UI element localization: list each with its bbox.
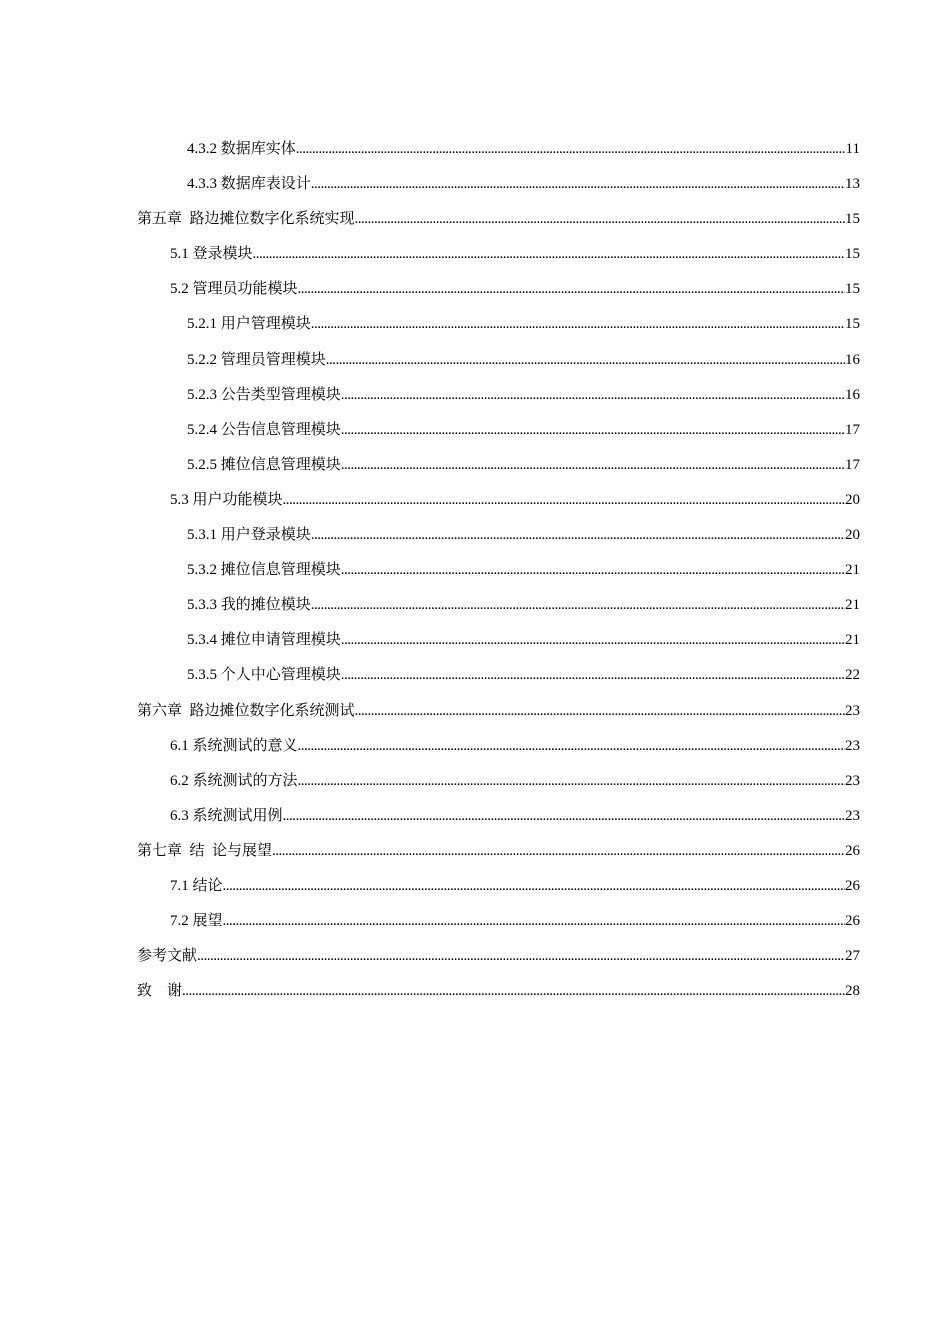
toc-leader-dots	[298, 764, 845, 799]
toc-entry-page: 27	[845, 948, 860, 965]
toc-leader-dots	[197, 939, 845, 974]
toc-entry-page: 26	[845, 842, 860, 859]
toc-entry-page: 23	[845, 737, 860, 754]
toc-entry-title: 5.3 用户功能模块	[170, 491, 283, 508]
toc-chapter-entry[interactable]	[137, 974, 860, 1009]
toc-entry-title: 致 谢	[137, 983, 183, 1000]
toc-entry-title: 4.3.2 数据库实体	[187, 141, 296, 157]
toc-entry-title: 第六章 路边摊位数字化系统测试	[137, 702, 355, 719]
toc-chapter-entry[interactable]	[137, 694, 860, 729]
toc-leader-dots	[311, 167, 845, 202]
toc-entry-page: 20	[845, 491, 860, 508]
toc-entry-title: 5.3.4 摊位申请管理模块	[187, 632, 341, 649]
toc-entry-page: 23	[845, 702, 860, 719]
toc-leader-dots	[311, 518, 845, 553]
toc-entry[interactable]	[137, 132, 860, 167]
toc-entry-title: 5.2.5 摊位信息管理模块	[187, 456, 341, 473]
toc-entry-title: 参考文献	[137, 948, 198, 965]
toc-leader-dots	[223, 869, 845, 904]
toc-entry[interactable]	[137, 588, 860, 623]
toc-entry-title: 5.2.1 用户管理模块	[187, 316, 311, 333]
toc-entry-title: 7.1 结论	[170, 877, 223, 894]
toc-entry-title: 5.2.2 管理员管理模块	[187, 351, 326, 368]
toc-leader-dots	[355, 694, 845, 729]
toc-leader-dots	[341, 378, 845, 413]
toc-entry[interactable]	[137, 658, 860, 693]
toc-entry-title: 5.2.4 公告信息管理模块	[187, 421, 341, 438]
toc-entry[interactable]	[137, 518, 860, 553]
toc-entry-page: 16	[845, 351, 860, 368]
toc-entry-title: 5.3.2 摊位信息管理模块	[187, 562, 341, 579]
toc-entry-title: 第五章 路边摊位数字化系统实现	[137, 211, 355, 228]
toc-entry-page: 26	[845, 877, 860, 894]
toc-entry-page: 17	[845, 456, 860, 473]
toc-leader-dots	[341, 413, 845, 448]
toc-entry-title: 5.2 管理员功能模块	[170, 281, 298, 298]
toc-entry-title: 5.3.3 我的摊位模块	[187, 597, 311, 614]
toc-leader-dots	[311, 307, 845, 342]
toc-entry[interactable]	[137, 799, 860, 834]
toc-entry[interactable]	[137, 272, 860, 307]
toc-entry[interactable]	[137, 483, 860, 518]
toc-entry[interactable]	[137, 307, 860, 342]
toc-entry-page: 23	[845, 772, 860, 789]
toc-leader-dots	[326, 343, 845, 378]
toc-entry-page: 21	[845, 562, 860, 579]
toc-entry[interactable]	[137, 553, 860, 588]
toc-leader-dots	[283, 483, 845, 518]
toc-entry[interactable]	[137, 623, 860, 658]
toc-entry-page: 26	[845, 913, 860, 930]
toc-leader-dots	[253, 237, 845, 272]
toc-chapter-entry[interactable]	[137, 939, 860, 974]
toc-entry-page: 15	[845, 281, 860, 298]
toc-entry[interactable]	[137, 764, 860, 799]
toc-entry[interactable]	[137, 448, 860, 483]
toc-entry-page: 15	[845, 246, 860, 263]
toc-entry[interactable]	[137, 343, 860, 378]
toc-chapter-entry[interactable]	[137, 202, 860, 237]
toc-entry-page: 13	[845, 176, 860, 193]
toc-entry[interactable]	[137, 237, 860, 272]
toc-entry-title: 7.2 展望	[170, 913, 223, 930]
toc-leader-dots	[298, 729, 845, 764]
toc-leader-dots	[341, 623, 845, 658]
toc-entry-title: 5.3.5 个人中心管理模块	[187, 667, 341, 684]
toc-entry-title: 5.1 登录模块	[170, 246, 253, 263]
toc-leader-dots	[272, 834, 845, 869]
toc-leader-dots	[355, 202, 845, 237]
toc-entry[interactable]	[137, 167, 860, 202]
toc-entry-page: 20	[845, 527, 860, 544]
toc-leader-dots	[296, 132, 846, 167]
toc-leader-dots	[341, 553, 845, 588]
toc-leader-dots	[283, 799, 845, 834]
toc-leader-dots	[341, 658, 845, 693]
toc-chapter-entry[interactable]	[137, 834, 860, 869]
toc-entry-page: 23	[845, 807, 860, 824]
toc-entry-page: 28	[845, 983, 860, 1000]
toc-entry-title: 第七章 结 论与展望	[137, 842, 273, 859]
toc-entry[interactable]	[137, 729, 860, 764]
toc-entry-page: 17	[845, 421, 860, 438]
toc-entry-page: 15	[845, 316, 860, 333]
toc-entry-page: 22	[845, 667, 860, 684]
toc-entry-title: 5.2.3 公告类型管理模块	[187, 386, 341, 403]
toc-leader-dots	[182, 974, 845, 1009]
toc-leader-dots	[298, 272, 845, 307]
toc-entry[interactable]	[137, 904, 860, 939]
toc-entry[interactable]	[137, 413, 860, 448]
toc-entry-page: 21	[845, 632, 860, 649]
toc-entry-title: 6.3 系统测试用例	[170, 807, 283, 824]
table-of-contents	[137, 132, 860, 1009]
toc-entry-title: 6.2 系统测试的方法	[170, 772, 298, 789]
toc-entry-page: 16	[845, 386, 860, 403]
toc-entry[interactable]	[137, 378, 860, 413]
toc-leader-dots	[311, 588, 845, 623]
toc-entry-title: 6.1 系统测试的意义	[170, 737, 298, 754]
toc-leader-dots	[223, 904, 845, 939]
toc-entry-page: 11	[845, 141, 860, 157]
toc-entry-title: 4.3.3 数据库表设计	[187, 176, 311, 193]
toc-leader-dots	[341, 448, 845, 483]
toc-entry[interactable]	[137, 869, 860, 904]
toc-entry-page: 21	[845, 597, 860, 614]
toc-entry-page: 15	[845, 211, 860, 228]
toc-entry-title: 5.3.1 用户登录模块	[187, 527, 311, 544]
